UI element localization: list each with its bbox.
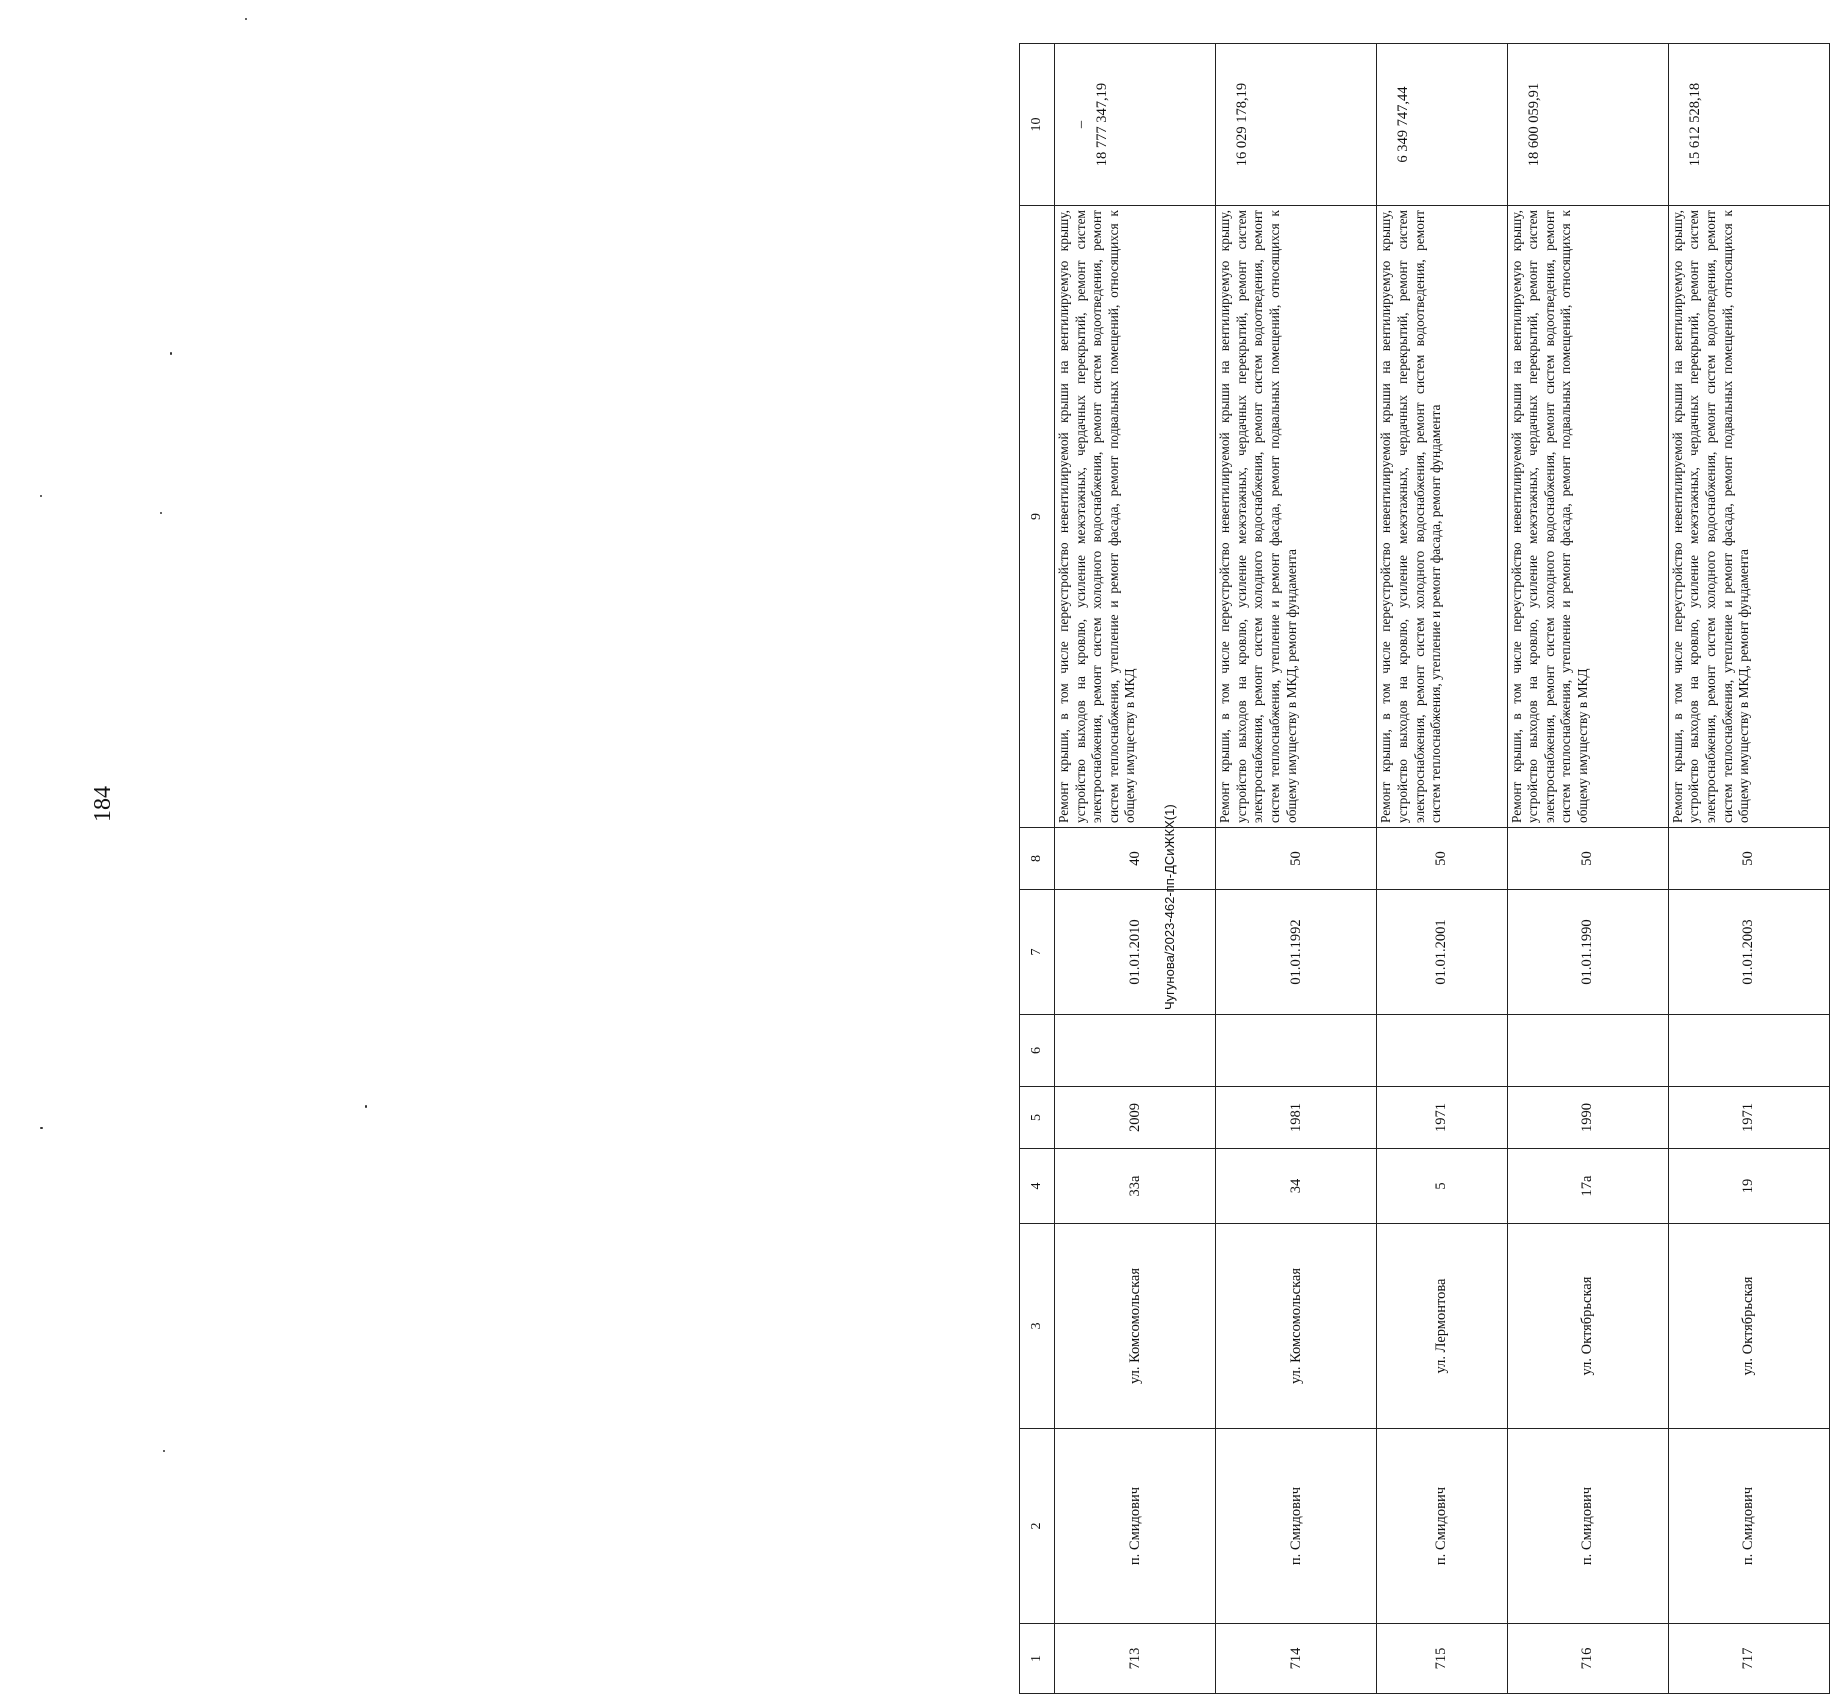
street-cell: ул. Октябрьская (1668, 1224, 1829, 1429)
scan-speck (40, 1127, 43, 1129)
street-cell: ул. Лермонтова (1377, 1224, 1507, 1429)
wear-percent-cell: 50 (1216, 828, 1377, 890)
year-built-cell: 1981 (1216, 1087, 1377, 1149)
column-header: 6 (1020, 1015, 1055, 1087)
page-number: 184 (90, 786, 116, 822)
works-description-cell: Ремонт крыши, в том числе переустройство невентилируемой крыши на вентилируемую крышу, устройство выходов на кровлю, усиление межэтажных, чердачных перекрытий, ремонт систем электроснабжения, ремонт систем холодного водоснабжения, ремонт систем водоотведения, ремонт систем теплоснабжения, утепление и ремонт фасада, ремонт подвальных помещений, относящихся к общему имуществу в МКД (1507, 206, 1668, 828)
column-header: 2 (1020, 1429, 1055, 1624)
column-header: 10 (1020, 44, 1055, 206)
document-code: Чугунова/2023-462-пп-ДСиЖКХ(1) (1162, 804, 1177, 1010)
column-header: 8 (1020, 828, 1055, 890)
amount-cell: 15 612 528,18 (1668, 44, 1829, 206)
amount-cell: 6 349 747,44 (1377, 44, 1507, 206)
table-row (1055, 44, 1216, 1694)
row-number: 716 (1507, 1624, 1668, 1694)
house-number-cell: 19 (1668, 1149, 1829, 1224)
settlement-cell: п. Смидович (1377, 1429, 1507, 1624)
works-description-cell: Ремонт крыши, в том числе переустройство невентилируемой крыши на вентилируемую крышу, устройство выходов на кровлю, усиление межэтажных, чердачных перекрытий, ремонт систем электроснабжения, ремонт систем холодного водоснабжения, ремонт систем водоотведения, ремонт систем теплоснабжения, утепление и ремонт фасада, ремонт фундамента (1377, 206, 1507, 828)
street-cell: ул. Комсомольская (1055, 1224, 1216, 1429)
scan-speck (160, 512, 162, 514)
housing-repair-table (1019, 43, 1830, 1694)
year-built-cell: 1971 (1377, 1087, 1507, 1149)
wear-percent-cell: 50 (1377, 828, 1507, 890)
works-description-cell: Ремонт крыши, в том числе переустройство невентилируемой крыши на вентилируемую крышу, устройство выходов на кровлю, усиление межэтажных, чердачных перекрытий, ремонт систем электроснабжения, ремонт систем холодного водоснабжения, ремонт систем водоотведения, ремонт систем теплоснабжения, утепление и ремонт фасада, ремонт подвальных помещений, относящихся к общему имуществу в МКД, ремонт фундамента (1668, 206, 1829, 828)
date-cell: 01.01.2001 (1377, 890, 1507, 1015)
table-row (1507, 44, 1668, 1694)
column-header: 3 (1020, 1224, 1055, 1429)
table-row (1216, 44, 1377, 1694)
settlement-cell: п. Смидович (1055, 1429, 1216, 1624)
settlement-cell: п. Смидович (1507, 1429, 1668, 1624)
works-description-cell: Ремонт крыши, в том числе переустройство невентилируемой крыши на вентилируемую крышу, устройство выходов на кровлю, усиление межэтажных, чердачных перекрытий, ремонт систем электроснабжения, ремонт систем холодного водоснабжения, ремонт систем водоотведения, ремонт систем теплоснабжения, утепление и ремонт фасада, ремонт подвальных помещений, относящихся к общему имуществу в МКД (1055, 206, 1216, 828)
year-built-cell: 1990 (1507, 1087, 1668, 1149)
column-header: 7 (1020, 890, 1055, 1015)
column-header: 4 (1020, 1149, 1055, 1224)
date-cell: 01.01.2010 (1055, 890, 1216, 1015)
table-row (1377, 44, 1507, 1694)
column-header: 1 (1020, 1624, 1055, 1694)
house-number-cell: 5 (1377, 1149, 1507, 1224)
wear-percent-cell: 40 (1055, 828, 1216, 890)
amount-cell: 18 600 059,91 (1507, 44, 1668, 206)
date-cell: 01.01.2003 (1668, 890, 1829, 1015)
date-cell: 01.01.1992 (1216, 890, 1377, 1015)
scan-speck (365, 1105, 367, 1108)
wear-percent-cell: 50 (1668, 828, 1829, 890)
street-cell: ул. Октябрьская (1507, 1224, 1668, 1429)
table-row (1668, 44, 1829, 1694)
amount-value: 18 777 347,19 (1094, 82, 1110, 167)
column-6-cell (1507, 1015, 1668, 1087)
column-header: 9 (1020, 206, 1055, 828)
amount-cell: 16 029 178,19 (1216, 44, 1377, 206)
house-number-cell: 34 (1216, 1149, 1377, 1224)
column-6-cell (1377, 1015, 1507, 1087)
works-description-cell: Ремонт крыши, в том числе переустройство невентилируемой крыши на вентилируемую крышу, устройство выходов на кровлю, усиление межэтажных, чердачных перекрытий, ремонт систем электроснабжения, ремонт систем холодного водоснабжения, ремонт систем водоотведения, ремонт систем теплоснабжения, утепление и ремонт фасада, ремонт подвальных помещений, относящихся к общему имуществу в МКД, ремонт фундамента (1216, 206, 1377, 828)
wear-percent-cell: 50 (1507, 828, 1668, 890)
house-number-cell: 33а (1055, 1149, 1216, 1224)
year-built-cell: 2009 (1055, 1087, 1216, 1149)
scan-speck (245, 18, 247, 20)
column-6-cell (1668, 1015, 1829, 1087)
year-built-cell: 1971 (1668, 1087, 1829, 1149)
street-cell: ул. Комсомольская (1216, 1224, 1377, 1429)
scan-speck (40, 495, 42, 497)
settlement-cell: п. Смидович (1668, 1429, 1829, 1624)
row-number: 714 (1216, 1624, 1377, 1694)
amount-cell (1055, 44, 1216, 206)
column-number-row (1020, 44, 1055, 1694)
repair-program-table (1019, 44, 1830, 1694)
row-number: 715 (1377, 1624, 1507, 1694)
row-number: 717 (1668, 1624, 1829, 1694)
house-number-cell: 17а (1507, 1149, 1668, 1224)
scan-speck (170, 352, 172, 355)
column-6-cell (1216, 1015, 1377, 1087)
scan-speck (163, 1450, 165, 1452)
settlement-cell: п. Смидович (1216, 1429, 1377, 1624)
row-number: 713 (1055, 1624, 1216, 1694)
dash-mark: – (1073, 120, 1089, 129)
column-6-cell (1055, 1015, 1216, 1087)
date-cell: 01.01.1990 (1507, 890, 1668, 1015)
column-header: 5 (1020, 1087, 1055, 1149)
